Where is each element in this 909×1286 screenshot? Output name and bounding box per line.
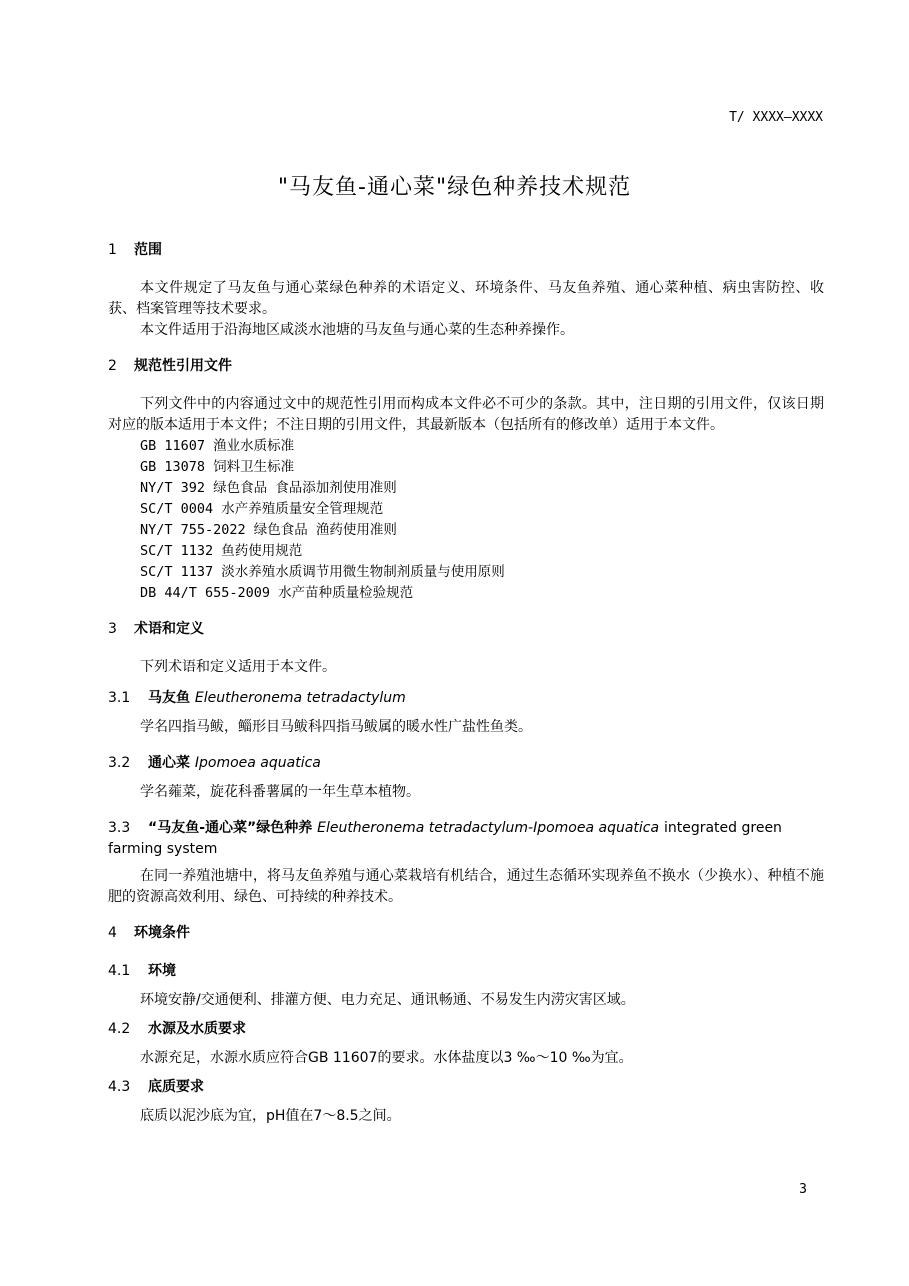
clause-text: 水源充足，水源水质应符合GB 11607的要求。水体盐度以3 ‰～10 ‰为宜。 (140, 1050, 633, 1066)
term-definition: 学名四指马鲅，鲻形目马鲅科四指马鲅属的暖水性广盐性鱼类。 (140, 719, 532, 735)
paragraph: 下列术语和定义适用于本文件。 (140, 659, 336, 675)
clause-title: 底质要求 (148, 1079, 204, 1095)
section-3-heading (108, 619, 824, 640)
document-code: T/ XXXX—XXXX (729, 110, 823, 125)
section-number: 2 (108, 358, 117, 374)
section-number: 4 (108, 925, 117, 941)
clause-title: 水源及水质要求 (148, 1021, 246, 1037)
clause-text: 环境安静/交通便利、排灌方便、电力充足、通讯畅通、不易发生内涝灾害区域。 (140, 992, 635, 1008)
clause-4-1-heading (108, 961, 824, 982)
reference-item: GB 13078 饲料卫生标准 (140, 459, 295, 475)
paragraph: 下列文件中的内容通过文中的规范性引用而构成本文件必不可少的条款。其中，注日期的引用文件，仅该日期对应的版本适用于本文件；不注日期的引用文件，其最新版本（包括所有的修改单）适用于本文件。 (108, 396, 824, 433)
reference-item: NY/T 755-2022 绿色食品 渔药使用准则 (140, 522, 397, 538)
term-definition: 学名蕹菜，旋花科番薯属的一年生草本植物。 (140, 784, 420, 800)
section-number: 3 (108, 621, 117, 637)
term-name: 通心菜 (148, 755, 190, 771)
section-1-heading (108, 240, 824, 261)
document-body (108, 240, 824, 1127)
clause-number: 3.2 (108, 755, 131, 771)
clause-4-3-heading (108, 1077, 824, 1098)
clause-number: 4.2 (108, 1021, 131, 1037)
term-name: 马友鱼 (148, 690, 190, 706)
paragraph: 本文件规定了马友鱼与通心菜绿色种养的术语定义、环境条件、马友鱼养殖、通心菜种植、病虫害防控、收获、档案管理等技术要求。 (108, 280, 824, 317)
clause-number: 4.1 (108, 963, 131, 979)
term-definition: 在同一养殖池塘中，将马友鱼养殖与通心菜栽培有机结合，通过生态循环实现养鱼不换水（少换水）、种植不施肥的资源高效利用、绿色、可持续的种养技术。 (108, 868, 824, 905)
section-2-heading (108, 356, 824, 377)
term-3-3-heading (108, 818, 824, 860)
term-english-name: integrated green farming system (108, 820, 782, 857)
reference-item: SC/T 1132 鱼药使用规范 (140, 543, 303, 559)
section-title: 环境条件 (134, 925, 190, 941)
reference-item: NY/T 392 绿色食品 食品添加剂使用准则 (140, 480, 397, 496)
clause-number: 3.3 (108, 820, 131, 836)
section-number: 1 (108, 242, 117, 258)
section-4-heading (108, 923, 824, 944)
term-latin-name: Eleutheronema tetradactylum (194, 690, 406, 706)
term-3-1-heading (108, 688, 824, 709)
section-title: 术语和定义 (134, 621, 204, 637)
document-title: "马友鱼-通心菜"绿色种养技术规范 (277, 175, 632, 200)
term-name: “马友鱼-通心菜”绿色种养 (148, 820, 313, 836)
section-title: 范围 (134, 242, 162, 258)
clause-title: 环境 (148, 963, 176, 979)
term-latin-name: Eleutheronema tetradactylum-Ipomoea aquatica (317, 820, 660, 836)
clause-4-2-heading (108, 1019, 824, 1040)
reference-item: GB 11607 渔业水质标准 (140, 438, 295, 454)
clause-number: 3.1 (108, 690, 131, 706)
reference-item: SC/T 1137 淡水养殖水质调节用微生物制剂质量与使用原则 (140, 564, 505, 580)
clause-text: 底质以泥沙底为宜，pH值在7～8.5之间。 (140, 1108, 401, 1124)
reference-item: SC/T 0004 水产养殖质量安全管理规范 (140, 501, 384, 517)
paragraph: 本文件适用于沿海地区咸淡水池塘的马友鱼与通心菜的生态种养操作。 (140, 322, 574, 338)
term-3-2-heading (108, 753, 824, 774)
clause-number: 4.3 (108, 1079, 131, 1095)
term-latin-name: Ipomoea aquatica (194, 755, 321, 771)
page-number: 3 (799, 1182, 807, 1197)
reference-item: DB 44/T 655-2009 水产苗种质量检验规范 (140, 585, 414, 601)
section-title: 规范性引用文件 (134, 358, 232, 374)
